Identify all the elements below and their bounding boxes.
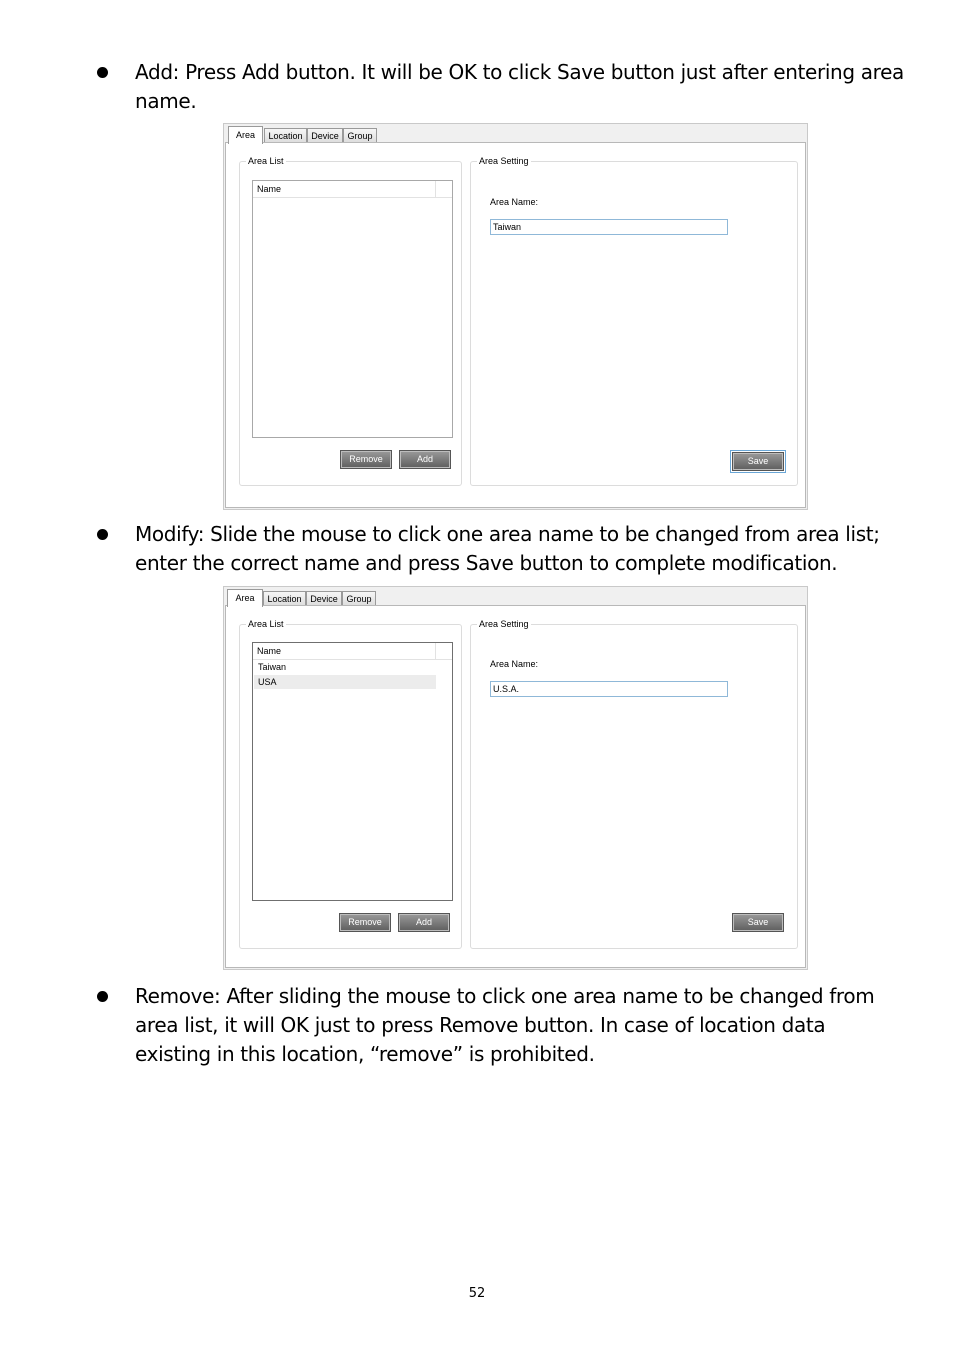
tab-location[interactable]: Location <box>263 591 306 606</box>
list-header <box>253 181 452 198</box>
paragraph-text: Remove: After sliding the mouse to click one area name to be changed from area list, it will OK just to press Remove button. In case of location data existing in this location, “remove” is prohibited. <box>135 984 875 1066</box>
bullet-icon <box>97 67 108 78</box>
list-header <box>253 643 452 660</box>
list-item-usa[interactable]: USA <box>254 675 436 689</box>
area-name-label: Area Name: <box>490 197 539 207</box>
area-list[interactable] <box>252 642 453 901</box>
group-title: Area List <box>248 619 284 629</box>
area-list-group <box>239 619 462 949</box>
save-button[interactable]: Save <box>732 913 784 932</box>
add-button[interactable]: Add <box>399 450 451 469</box>
tab-group[interactable]: Group <box>343 128 377 143</box>
area-tab-screenshot-modify <box>223 586 808 970</box>
tab-device[interactable]: Device <box>307 128 343 143</box>
area-name-input[interactable]: U.S.A. <box>490 681 728 697</box>
list-item-taiwan[interactable]: Taiwan <box>258 662 287 672</box>
tab-group[interactable]: Group <box>342 591 376 606</box>
group-title: Area Setting <box>479 156 529 166</box>
group-title: Area Setting <box>479 619 529 629</box>
area-tab-screenshot-add <box>223 123 808 510</box>
tab-device[interactable]: Device <box>306 591 342 606</box>
paragraph-text: Modify: Slide the mouse to click one area name to be changed from area list; enter the correct name and press Save button to complete modification. <box>135 522 880 575</box>
column-header-name[interactable]: Name <box>253 181 436 197</box>
paragraph-text: Add: Press Add button. It will be OK to click Save button just after entering area name. <box>135 60 904 113</box>
bullet-icon <box>97 529 108 540</box>
area-list-group <box>239 156 462 486</box>
area-list[interactable] <box>252 180 453 438</box>
remove-button[interactable]: Remove <box>339 913 391 932</box>
page-number: 52 <box>468 1286 486 1301</box>
group-title: Area List <box>248 156 284 166</box>
tab-area[interactable]: Area <box>227 589 263 607</box>
bullet-icon <box>97 991 108 1002</box>
tab-location[interactable]: Location <box>264 128 307 143</box>
area-name-label: Area Name: <box>490 659 539 669</box>
area-name-input[interactable]: Taiwan <box>490 219 728 235</box>
tab-content <box>225 605 806 968</box>
save-button[interactable]: Save <box>732 452 784 471</box>
area-setting-group <box>470 619 798 949</box>
tab-content <box>225 142 806 508</box>
remove-button[interactable]: Remove <box>340 450 392 469</box>
tab-area[interactable]: Area <box>228 126 263 144</box>
column-header-name[interactable]: Name <box>253 643 436 659</box>
add-button[interactable]: Add <box>398 913 450 932</box>
area-setting-group <box>470 156 798 486</box>
